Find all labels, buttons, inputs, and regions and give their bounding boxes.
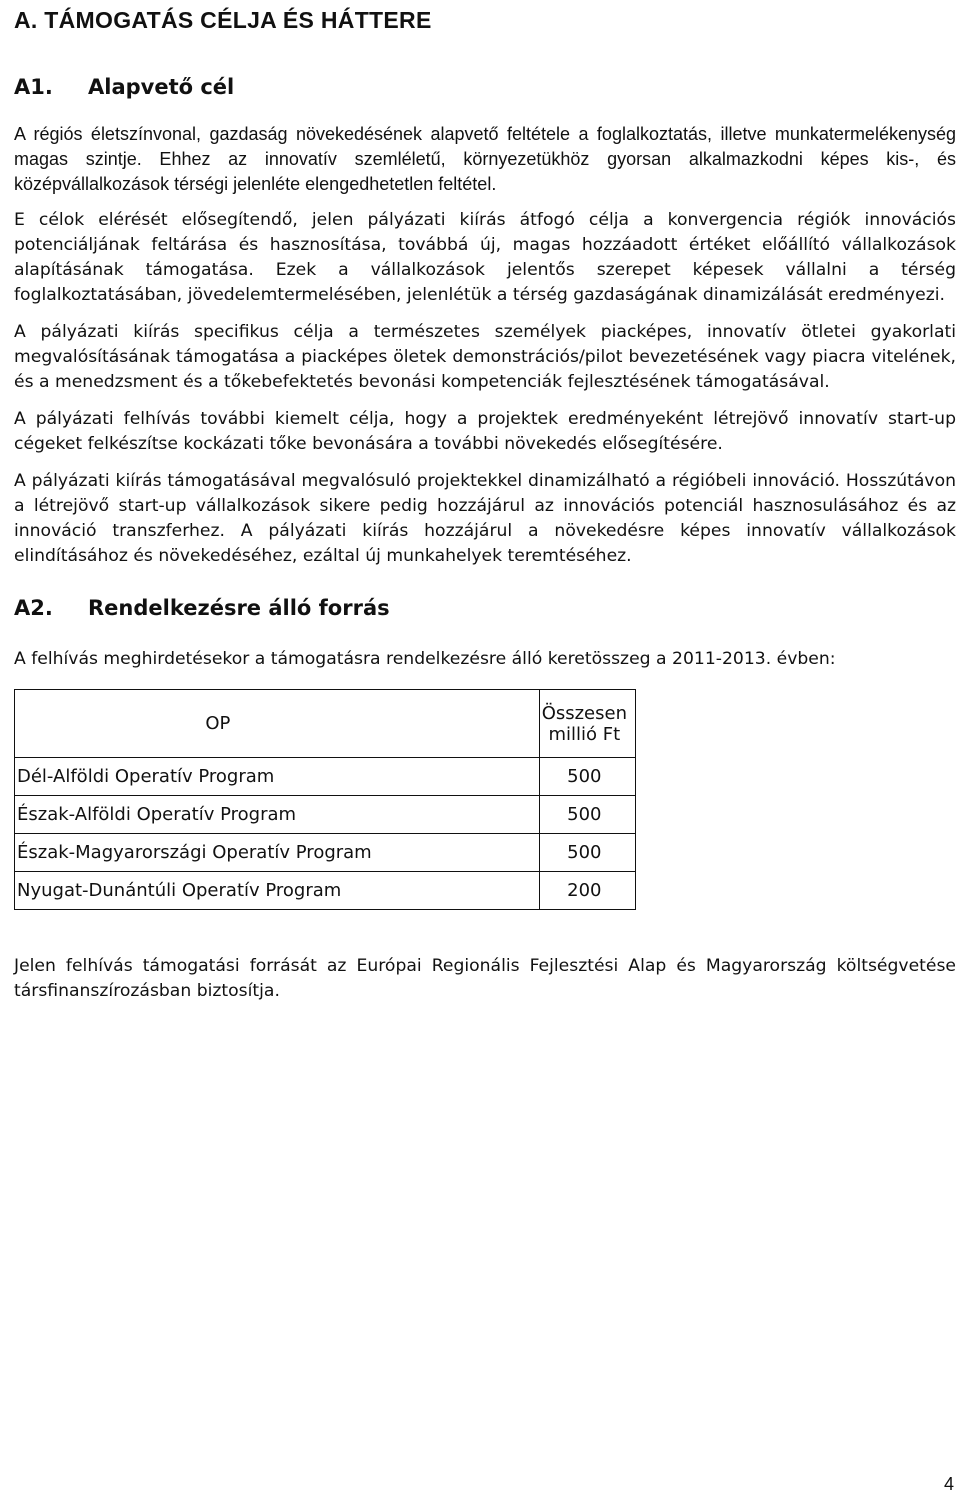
document-page <box>14 4 956 1004</box>
page-number: 4 <box>943 1474 954 1494</box>
table-cell-op: Észak-Magyarországi Operatív Program <box>15 834 540 872</box>
table-row <box>15 758 636 796</box>
table-header-op: OP <box>15 690 540 758</box>
paragraph-additional-goal: A pályázati felhívás további kiemelt célja, hogy a projektek eredményeként létrejövő innovatív start-up cégeket felkészítse kockázati tőke bevonására a további növekedés elősegítésére. <box>14 409 956 454</box>
paragraph-funding-intro: A felhívás meghirdetésekor a támogatásra rendelkezésre álló keretösszeg a 2011-2013. évben: <box>14 649 836 669</box>
table-cell-op: Észak-Alföldi Operatív Program <box>15 796 540 834</box>
section-a1-number: A1. <box>14 75 53 99</box>
table-cell-amount: 200 <box>539 872 635 910</box>
table-row <box>15 796 636 834</box>
paragraph-general-goal: E célok elérését elősegítendő, jelen pályázati kiírás átfogó célja a konvergencia régiók innovációs potenciáljának feltárása és hasznosítása, továbbá új, magas hozzáadott értéket előállító vállalkozások alapításának támogatása. Ezek a vállalkozások jelentős szerepet képesek vállalni a térség foglalkoztatásában, jövedelemtermelésében, jelenlétük a térség gazdaságának dinamizálását eredményezi. <box>14 210 956 305</box>
section-a1-title: Alapvető cél <box>88 75 235 99</box>
main-heading: A. TÁMOGATÁS CÉLJA ÉS HÁTTERE <box>14 7 432 33</box>
section-a2-heading <box>14 593 956 623</box>
paragraph-specific-goal: A pályázati kiírás specifikus célja a természetes személyek piacképes, innovatív ötletei gyakorlati megvalósításának támogatása a piacképes öletek demonstrációs/pilot bevezetésének vagy piacra vitelének, és a menedzsment és a tőkebefektetés bevonási kompetenciák fejlesztésének támogatásával. <box>14 322 956 392</box>
table-header-row <box>15 690 636 758</box>
paragraph-long-term: A pályázati kiírás támogatásával megvalósuló projektekkel dinamizálható a régióbeli innováció. Hosszútávon a létrejövő start-up vállalkozások sikere pedig hozzájárul az innovációs potenciál hasznosulásához és az innováció transzferhez. A pályázati kiírás hozzájárul a növekedésre képes innovatív vállalkozások elindításához és növekedéséhez, ezáltal új munkahelyek teremtéséhez. <box>14 471 956 566</box>
table-cell-amount: 500 <box>539 834 635 872</box>
paragraph-funding-source: Jelen felhívás támogatási forrását az Európai Regionális Fejlesztési Alap és Magyarország költségvetése társfinanszírozásban biztosítja. <box>14 956 956 1001</box>
paragraph-intro: A régiós életszínvonal, gazdaság növekedésének alapvető feltétele a foglalkoztatás, illetve munkatermelékenység magas szintje. Ehhez az innovatív szemléletű, környezetükhöz gyorsan alkalmazkodni képes kis-, és középvállalkozások térségi jelenléte elengedhetetlen feltétel. <box>14 124 956 194</box>
table-cell-amount: 500 <box>539 758 635 796</box>
table-cell-op: Nyugat-Dunántúli Operatív Program <box>15 872 540 910</box>
section-a2-title: Rendelkezésre álló forrás <box>88 596 390 620</box>
table-cell-op: Dél-Alföldi Operatív Program <box>15 758 540 796</box>
table-row <box>15 834 636 872</box>
table-row <box>15 872 636 910</box>
funding-table <box>14 689 636 910</box>
table-cell-amount: 500 <box>539 796 635 834</box>
table-header-total: Összesen millió Ft <box>539 690 635 758</box>
section-a2-number: A2. <box>14 596 53 620</box>
section-a1-heading <box>14 72 956 102</box>
